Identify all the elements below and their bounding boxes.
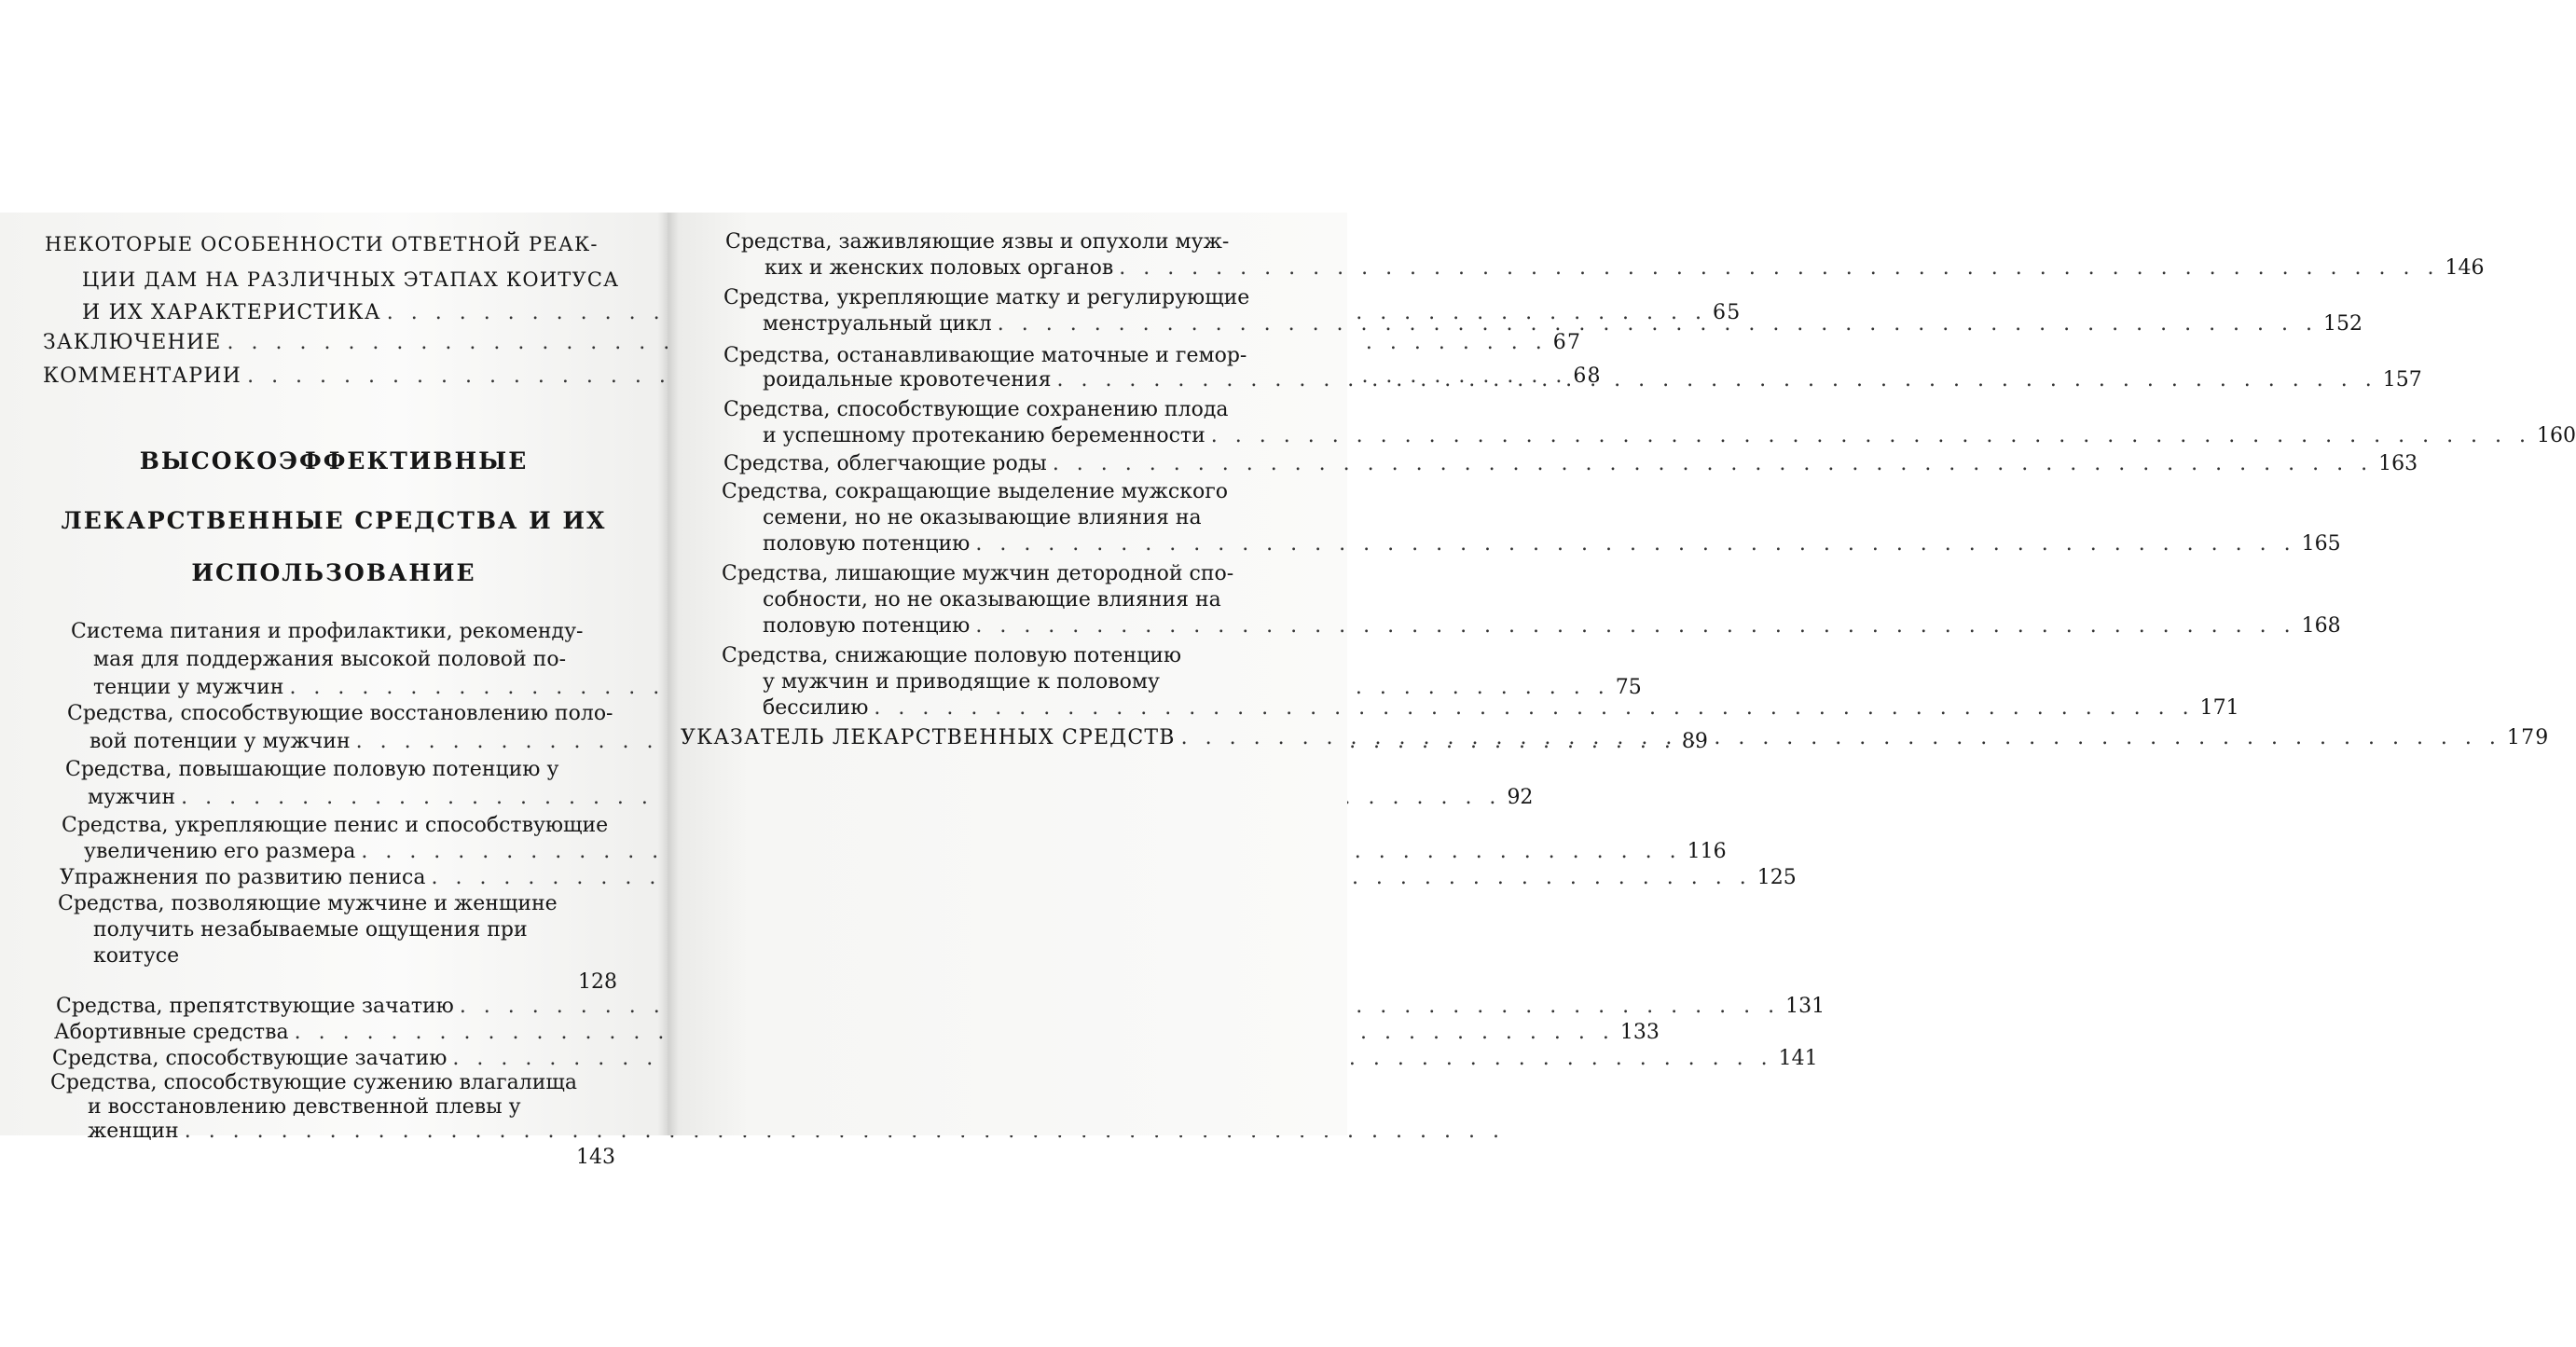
book-gutter [658,213,679,1135]
toc-line: у мужчин и приводящие к половому [763,670,1160,694]
index-label: УКАЗАТЕЛЬ ЛЕКАРСТВЕННЫХ СРЕДСТВ [681,726,1176,749]
toc-entry [763,613,2341,639]
page-number: 68 [1573,364,1602,388]
toc-line: Упражнения по развитию пениса [60,866,426,889]
section-title-line: ЛЕКАРСТВЕННЫЕ СРЕДСТВА И ИХ [61,507,607,534]
page-number: 165 [2301,532,2341,556]
toc-entry [60,865,1797,891]
toc-line: Средства, останавливающие маточные и гемор- [723,344,1247,367]
page-number: 116 [1687,840,1727,863]
toc-line: ЦИИ ДАМ НА РАЗЛИЧНЫХ ЭТАПАХ КОИТУСА [82,268,620,291]
toc-entry [88,1119,349,1145]
toc-line: половую потенцию [763,532,971,556]
page-number: 133 [1619,1021,1660,1044]
toc-line: И ИХ ХАРАКТЕРИСТИКА [82,301,381,324]
toc-line: Средства, позволяющие мужчине и женщине [58,892,558,915]
toc-line: Средства, повышающие половую потенцию у [65,758,559,781]
toc-line: увеличению его размера [84,840,356,863]
toc-line: мая для поддержания высокой половой по- [93,648,567,671]
toc-line: Средства, лишающие мужчин детородной спо- [722,562,1234,585]
toc-line: женщин [88,1120,179,1143]
page-number: 171 [2199,696,2239,720]
page-number: 160 [2537,424,2576,447]
toc-entry [88,785,1534,811]
page-number: 143 [576,1146,615,1169]
toc-line: и восстановлению девственной плевы у [88,1095,521,1119]
toc-line: Средства, сокращающие выделение мужского [722,480,1229,503]
toc-entry [765,255,2485,282]
section-title-line: ВЫСОКОЭФФЕКТИВНЫЕ [139,447,529,474]
toc-line: Средства, заживляющие язвы и опухоли муж- [725,230,1230,254]
toc-line: НЕКОТОРЫЕ ОСОБЕННОСТИ ОТВЕТНОЙ РЕАК- [45,233,599,255]
book-spread [0,213,2576,1169]
toc-line: Система питания и профилактики, рекоменду- [71,620,584,643]
page-number: 67 [1552,331,1582,354]
toc-line: Средства, облегчающие роды [723,452,1047,475]
toc-entry [52,1046,1818,1072]
page-number: 141 [1778,1047,1818,1070]
page-number: 65 [1713,301,1742,324]
page-number: 125 [1756,866,1797,889]
toc-entry [763,695,2239,722]
toc-entry [723,451,2418,477]
toc-line: мужчин [88,786,176,809]
toc-line: менструальный цикл [763,312,992,336]
toc-line: ких и женских половых органов [765,256,1114,280]
toc-entry [56,994,1825,1020]
toc-line: коитусе [93,944,180,968]
toc-line: Средства, препятствующие зачатию [56,995,454,1018]
toc-line: и успешному протеканию беременности [763,424,1205,447]
toc-line: вой потенции у мужчин [90,730,351,753]
page-number: 168 [2301,614,2341,638]
toc-entry [578,969,621,996]
toc-entry [84,839,1727,865]
toc-entry [763,423,2576,449]
page-number: 75 [1615,676,1642,699]
page-number: 179 [2506,726,2550,749]
toc-line: Абортивные средства [54,1021,289,1044]
toc-line: бессилию [763,696,869,720]
page-number: 157 [2382,368,2422,392]
page-number: 89 [1681,730,1708,753]
toc-line: тенции у мужчин [93,676,284,699]
page-number: 131 [1785,995,1825,1018]
toc-line: роидальные кровотечения [763,368,1052,392]
page-number: 152 [2323,312,2363,336]
toc-line: Средства, снижающие половую потенцию [722,644,1182,667]
page-number: 128 [578,970,617,994]
toc-line: семени, но не оказывающие влияния на [763,506,1202,529]
toc-line: половую потенцию [763,614,971,638]
toc-entry [54,1020,1660,1046]
page-number: 163 [2378,452,2418,475]
toc-line: Средства, способствующие зачатию [52,1047,448,1070]
toc-line: Средства, способствующие сохранению плода [723,398,1229,421]
toc-line: собности, но не оказывающие влияния на [763,588,1221,612]
toc-line: Средства, способствующие восстановлению поло- [67,702,613,725]
toc-line: получить незабываемые ощущения при [93,918,528,942]
toc-line: КОММЕНТАРИИ [43,364,242,388]
toc-line: ЗАКЛЮЧЕНИЕ [43,331,222,354]
page-number: 146 [2445,256,2485,280]
toc-entry [763,531,2341,557]
toc-line: Средства, укрепляющие матку и регулирующие [723,286,1250,309]
section-title-line: ИСПОЛЬЗОВАНИЕ [191,559,476,586]
toc-line: Средства, способствующие сужению влагалища [50,1071,577,1094]
page-number: 92 [1507,786,1534,809]
toc-line: Средства, укрепляющие пенис и способствующие [62,814,609,837]
